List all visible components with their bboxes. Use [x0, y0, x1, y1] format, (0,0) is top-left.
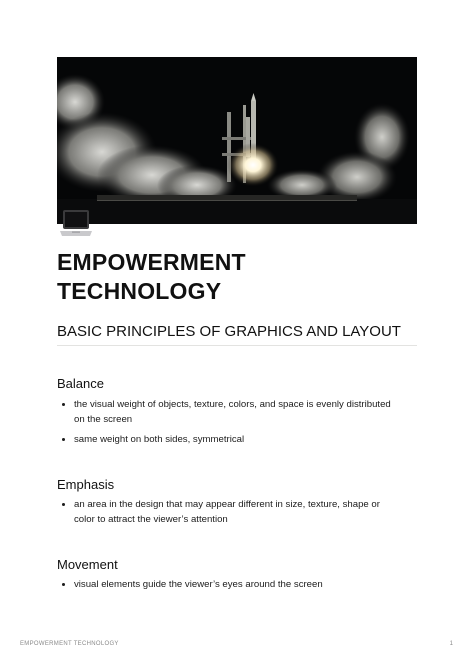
list-balance	[57, 397, 419, 447]
bullet-dot	[62, 403, 65, 406]
heading-emphasis: Emphasis	[57, 477, 115, 492]
list-item	[57, 577, 419, 592]
page-title-line-1: EMPOWERMENT	[57, 249, 246, 275]
list-item	[57, 497, 419, 527]
page-number: 1	[449, 641, 453, 647]
page-title	[57, 248, 357, 306]
shuttle-launch-illustration	[57, 57, 417, 224]
list-item	[57, 397, 419, 427]
heading-balance: Balance	[57, 376, 104, 391]
heading-movement: Movement	[57, 557, 118, 572]
cover-image	[57, 57, 417, 224]
footer-title: EMPOWERMENT TECHNOLOGY	[20, 641, 119, 647]
list-item-text: visual elements guide the viewer’s eyes around the screen	[74, 579, 323, 590]
list-item-text: the visual weight of objects, texture, colors, and space is evenly distributed	[74, 399, 391, 410]
bullet-dot	[62, 503, 65, 506]
list-item-text: an area in the design that may appear different in size, texture, shape or	[74, 499, 380, 510]
section-title: BASIC PRINCIPLES OF GRAPHICS AND LAYOUT	[57, 323, 401, 340]
list-item-text-cont: color to attract the viewer’s attention	[74, 514, 228, 525]
laptop-icon	[59, 208, 93, 242]
list-item-text: same weight on both sides, symmetrical	[74, 434, 245, 445]
bullet-dot	[62, 438, 65, 441]
bullet-dot	[62, 583, 65, 586]
divider	[57, 345, 417, 346]
list-item-text-cont: on the screen	[74, 414, 133, 425]
list-emphasis	[57, 497, 419, 527]
page-title-line-2: TECHNOLOGY	[57, 278, 222, 304]
list-movement	[57, 577, 419, 592]
list-item	[57, 432, 419, 447]
